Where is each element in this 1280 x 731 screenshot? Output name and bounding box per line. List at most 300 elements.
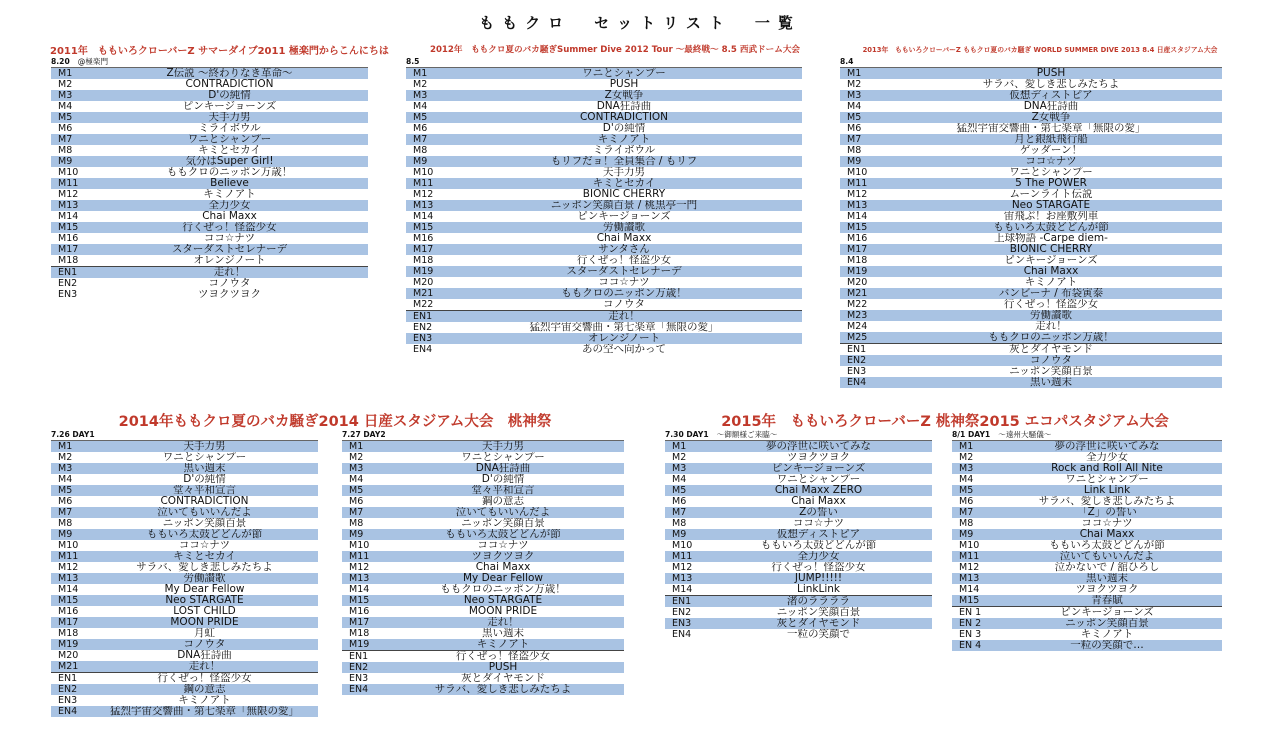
song-title: ももクロのニッポン万歳！ <box>166 167 293 178</box>
song-title: ももクロのニッポン万歳！ <box>440 584 566 595</box>
song-number: M4 <box>58 101 73 112</box>
setlist-row <box>952 640 1222 651</box>
song-title: 走れ！ <box>487 617 519 628</box>
song-title: ワニとシャンプー <box>776 474 861 485</box>
song-number: M16 <box>349 606 370 617</box>
song-number: M12 <box>349 562 370 573</box>
song-number: M11 <box>959 551 980 562</box>
setlist-row <box>952 584 1222 595</box>
setlist-row <box>406 145 802 156</box>
song-number: EN2 <box>58 278 78 289</box>
song-number: EN3 <box>847 366 867 377</box>
concert-2013-title: 2013年 ももいろクローバーZ ももクロ夏のバカ騒ぎ WORLD SUMMER DIVE 2013 8.4 日産スタジアム大会 <box>862 46 1218 54</box>
song-title: スターダストセレナーデ <box>566 266 682 277</box>
song-title: MOON PRIDE <box>468 606 538 617</box>
song-title: 天手力男 <box>603 167 645 178</box>
setlist-row <box>51 68 368 79</box>
setlist-row <box>51 123 368 134</box>
setlist-row <box>342 584 624 595</box>
song-title: Chai Maxx <box>596 233 652 244</box>
date-label: 8.5 <box>406 57 420 66</box>
setlist-row <box>952 474 1222 485</box>
song-number: M1 <box>58 68 73 79</box>
setlist-row <box>342 529 624 540</box>
song-title: ももクロのニッポン万歳！ <box>988 332 1114 343</box>
song-title: もリフだョ！全員集合 / もリフ <box>550 156 698 167</box>
song-title: 黒い週末 <box>482 628 524 639</box>
song-number: EN1 <box>58 673 78 684</box>
setlist-row <box>665 529 932 540</box>
song-number: M9 <box>847 156 862 167</box>
song-number: M8 <box>349 518 364 529</box>
setlist-rows <box>51 67 368 300</box>
song-title: Neo STARGATE <box>1011 200 1091 211</box>
song-title: 上球物語 -Carpe diem- <box>994 233 1108 244</box>
setlist-2012 <box>406 57 802 355</box>
song-title: 灰とダイヤモンド <box>1009 344 1093 355</box>
setlist-row <box>952 551 1222 562</box>
setlist-row <box>665 474 932 485</box>
setlist-row <box>952 629 1222 640</box>
song-title: 走れ！ <box>188 661 221 672</box>
song-number: M1 <box>349 441 364 452</box>
song-title: 行くぜっ！怪盗少女 <box>1003 299 1099 310</box>
setlist-row <box>342 485 624 496</box>
song-number: M15 <box>413 222 434 233</box>
song-title: 猛烈宇宙交響曲・第七楽章「無限の愛」 <box>529 322 719 333</box>
setlist-row <box>51 518 318 529</box>
song-title: ももいろ太鼓どどんが節 <box>445 529 561 540</box>
song-title: 気分はSuper Girl! <box>185 156 274 167</box>
song-number: M4 <box>349 474 364 485</box>
setlist-row <box>406 222 802 233</box>
setlist-row <box>51 628 318 639</box>
song-title: ニッポン笑顔百景 <box>461 518 545 529</box>
setlist-row <box>406 156 802 167</box>
song-number: M14 <box>349 584 370 595</box>
song-number: M9 <box>58 156 73 167</box>
date-label: 7.27 DAY2 <box>342 430 386 439</box>
song-number: M5 <box>672 485 687 496</box>
song-number: EN2 <box>413 322 433 333</box>
song-number: EN 2 <box>959 618 982 629</box>
song-title: DNA狂詩曲 <box>596 101 652 112</box>
song-title: コノウタ <box>183 639 226 650</box>
setlist-row <box>952 507 1222 518</box>
song-number: M7 <box>349 507 364 518</box>
song-number: M4 <box>959 474 974 485</box>
song-title: 走れ！ <box>213 267 246 278</box>
song-title: MOON PRIDE <box>170 617 239 628</box>
setlist-row <box>952 496 1222 507</box>
song-number: M13 <box>349 573 370 584</box>
setlist-row <box>952 606 1222 618</box>
song-title: 走れ！ <box>1035 321 1067 332</box>
song-number: EN3 <box>58 289 78 300</box>
setlist-row <box>665 595 932 607</box>
song-number: M17 <box>847 244 868 255</box>
song-title: 月と銀紙飛行船 <box>1014 134 1088 145</box>
song-title: 夢の浮世に咲いてみな <box>766 441 871 452</box>
setlist-row <box>342 441 624 452</box>
setlist-row <box>665 463 932 474</box>
setlist-row <box>51 255 368 266</box>
setlist-row <box>51 79 368 90</box>
setlist-row <box>342 628 624 639</box>
song-title: PUSH <box>609 79 639 90</box>
song-title: 鋼の意志 <box>183 684 226 695</box>
setlist-row <box>665 452 932 463</box>
song-number: M14 <box>58 584 79 595</box>
song-title: 黒い週末 <box>183 463 226 474</box>
setlist-2014-day2 <box>342 430 624 695</box>
song-number: M3 <box>847 90 862 101</box>
setlist-row <box>840 277 1222 288</box>
setlist-row <box>342 452 624 463</box>
setlist-row <box>840 145 1222 156</box>
song-title: 黒い週末 <box>1030 377 1072 388</box>
setlist-row <box>51 661 318 672</box>
song-number: M1 <box>959 441 974 452</box>
song-number: EN 4 <box>959 640 982 651</box>
song-number: M18 <box>58 255 79 266</box>
setlist-row <box>406 211 802 222</box>
song-number: M5 <box>58 485 73 496</box>
song-number: M11 <box>413 178 434 189</box>
song-number: M17 <box>349 617 370 628</box>
song-title: 猛烈宇宙交響曲・第七楽章「無限の愛」 <box>110 706 299 717</box>
setlist-row <box>342 507 624 518</box>
setlist-row <box>51 606 318 617</box>
song-number: M14 <box>847 211 868 222</box>
song-title: PUSH <box>1036 68 1066 79</box>
setlist-row <box>952 518 1222 529</box>
song-title: Z女戦争 <box>1031 112 1071 123</box>
song-number: M10 <box>413 167 434 178</box>
setlist-row <box>51 551 318 562</box>
song-title: ココ☆ナツ <box>477 540 529 551</box>
setlist-row <box>51 266 368 278</box>
setlist-row <box>840 156 1222 167</box>
song-title: サラバ、愛しき悲しみたちよ <box>434 684 572 695</box>
song-title: キミノアト <box>597 134 651 145</box>
song-title: ニッポン笑顔百景 <box>162 518 247 529</box>
song-title: 労働讃歌 <box>183 573 226 584</box>
song-number: M21 <box>58 661 79 672</box>
setlist-row <box>665 629 932 640</box>
song-number: M2 <box>959 452 974 463</box>
setlist-row <box>51 278 368 289</box>
song-number: M2 <box>58 452 73 463</box>
setlist-date <box>406 57 802 67</box>
song-title: 行くぜっ！怪盗少女 <box>182 222 277 233</box>
song-title: ココ☆ナツ <box>598 277 650 288</box>
setlist-row <box>840 244 1222 255</box>
song-number: M13 <box>672 573 693 584</box>
setlist-row <box>952 441 1222 452</box>
song-number: M19 <box>413 266 434 277</box>
song-number: M10 <box>349 540 370 551</box>
song-number: EN 3 <box>959 629 982 640</box>
song-title: BIONIC CHERRY <box>582 189 666 200</box>
song-number: M7 <box>672 507 687 518</box>
song-title: 行くぜっ！怪盗少女 <box>455 651 551 662</box>
song-number: M1 <box>58 441 73 452</box>
setlist-row <box>952 562 1222 573</box>
song-number: M3 <box>58 463 73 474</box>
setlist-row <box>51 233 368 244</box>
song-title: キミノアト <box>1024 277 1078 288</box>
song-title: My Dear Fellow <box>164 584 245 595</box>
setlist-row <box>406 79 802 90</box>
song-number: M9 <box>349 529 364 540</box>
song-title: 月虹 <box>194 628 215 639</box>
setlist-row <box>406 266 802 277</box>
song-number: M12 <box>413 189 434 200</box>
song-number: M5 <box>58 112 73 123</box>
song-title: 5 The POWER <box>1015 178 1087 189</box>
song-number: M7 <box>847 134 862 145</box>
song-title: ニッポン笑顔百景 / 桃黒亭一門 <box>550 200 698 211</box>
setlist-rows <box>665 440 932 640</box>
setlist-row <box>840 79 1222 90</box>
song-number: M8 <box>672 518 687 529</box>
song-title: ワニとシャンプー <box>461 452 545 463</box>
setlist-row <box>51 562 318 573</box>
setlist-row <box>51 617 318 628</box>
song-number: EN4 <box>847 377 867 388</box>
setlist-row <box>51 134 368 145</box>
song-number: EN2 <box>349 662 369 673</box>
setlist-row <box>406 189 802 200</box>
song-number: M5 <box>349 485 364 496</box>
song-number: M21 <box>413 288 434 299</box>
song-number: EN 1 <box>959 607 982 618</box>
setlist-row <box>665 562 932 573</box>
song-title: Chai Maxx ZERO <box>774 485 863 496</box>
song-number: M17 <box>58 617 79 628</box>
song-number: M4 <box>847 101 862 112</box>
song-number: M3 <box>349 463 364 474</box>
song-number: M9 <box>959 529 974 540</box>
song-title: ワニとシャンプー <box>187 134 272 145</box>
setlist-row <box>342 606 624 617</box>
song-number: M13 <box>413 200 434 211</box>
song-number: M9 <box>672 529 687 540</box>
song-title: ツヨクツヨク <box>1075 584 1139 595</box>
song-title: コノウタ <box>208 278 251 289</box>
song-title: D'の純情 <box>183 474 226 485</box>
song-number: M12 <box>58 189 79 200</box>
song-title: 仮想ディストピア <box>776 529 861 540</box>
setlist-row <box>51 474 318 485</box>
setlist-row <box>840 355 1222 366</box>
song-number: M7 <box>413 134 428 145</box>
song-title: ココ☆ナツ <box>1081 518 1133 529</box>
setlist-rows <box>952 440 1222 651</box>
song-number: EN2 <box>847 355 867 366</box>
song-title: LinkLink <box>796 584 840 595</box>
song-title: Believe <box>210 178 249 189</box>
song-title: ツヨクツヨク <box>471 551 535 562</box>
concert-2015-title: 2015年 ももいろクローバーZ 桃神祭2015 エコパスタジアム大会 <box>721 414 1169 430</box>
song-number: M2 <box>672 452 687 463</box>
song-title: ココ☆ナツ <box>792 518 845 529</box>
song-number: M15 <box>349 595 370 606</box>
setlist-row <box>840 90 1222 101</box>
song-title: ももいろ太鼓どどんが節 <box>146 529 263 540</box>
song-title: 灰とダイヤモンド <box>461 673 545 684</box>
song-number: M11 <box>58 551 79 562</box>
song-title: サラバ、愛しき悲しみたちよ <box>136 562 273 573</box>
setlist-row <box>51 156 368 167</box>
song-number: M8 <box>847 145 862 156</box>
concert-2014-title: 2014年ももクロ夏のバカ騒ぎ2014 日産スタジアム大会 桃神祭 <box>118 414 552 430</box>
song-number: M9 <box>413 156 428 167</box>
song-number: M2 <box>58 79 73 90</box>
setlist-date <box>665 430 932 440</box>
song-number: M1 <box>672 441 687 452</box>
song-title: キミノアト <box>476 639 530 650</box>
setlist-row <box>406 68 802 79</box>
song-title: 夢の浮世に咲いてみな <box>1054 441 1160 452</box>
setlist-row <box>406 322 802 333</box>
setlist-row <box>406 344 802 355</box>
song-title: 鋼の意志 <box>482 496 524 507</box>
song-title: CONTRADICTION <box>185 79 274 90</box>
song-title: 天手力男 <box>208 112 251 123</box>
song-title: オレンジノート <box>193 255 266 266</box>
song-title: 青春賦 <box>1091 595 1123 606</box>
song-title: ココ☆ナツ <box>203 233 256 244</box>
setlist-row <box>51 507 318 518</box>
setlist-row <box>51 452 318 463</box>
setlist-row <box>51 178 368 189</box>
song-number: M18 <box>58 628 79 639</box>
setlist-row <box>952 529 1222 540</box>
song-number: M6 <box>349 496 364 507</box>
setlist-row <box>840 343 1222 355</box>
song-number: M3 <box>672 463 687 474</box>
setlist-row <box>665 507 932 518</box>
setlist-row <box>665 573 932 584</box>
song-number: M7 <box>959 507 974 518</box>
song-number: M10 <box>959 540 980 551</box>
song-number: M8 <box>58 145 73 156</box>
song-title: キミとセカイ <box>198 145 261 156</box>
song-title: 労働讃歌 <box>603 222 645 233</box>
song-number: M13 <box>959 573 980 584</box>
song-title: ミライボウル <box>198 123 261 134</box>
setlist-row <box>406 90 802 101</box>
date-subtitle: 〜遠州大騒儀〜 <box>998 430 1052 439</box>
setlist-date <box>51 430 318 440</box>
song-title: ニッポン笑顔百景 <box>776 607 861 618</box>
setlist-row <box>342 551 624 562</box>
setlist-row <box>342 662 624 673</box>
setlist-row <box>665 618 932 629</box>
setlist-row <box>665 485 932 496</box>
setlist-row <box>51 90 368 101</box>
song-title: Chai Maxx <box>475 562 531 573</box>
date-label: 7.26 DAY1 <box>51 430 95 439</box>
setlist-row <box>51 639 318 650</box>
song-number: EN1 <box>413 311 433 322</box>
song-number: M5 <box>959 485 974 496</box>
setlist-row <box>51 101 368 112</box>
song-number: M21 <box>847 288 868 299</box>
song-title: ももいろ太鼓どどんが節 <box>760 540 877 551</box>
song-title: Link Link <box>1083 485 1131 496</box>
song-title: ピンキージョーンズ <box>577 211 671 222</box>
setlist-row <box>840 377 1222 388</box>
song-number: M17 <box>58 244 79 255</box>
song-title: 労働讃歌 <box>1030 310 1072 321</box>
song-number: M6 <box>959 496 974 507</box>
song-title: 堂々平和宣言 <box>173 485 236 496</box>
setlist-row <box>840 288 1222 299</box>
concert-2011-title: 2011年 ももいろクローバーZ サマーダイブ2011 極楽門からこんにちは <box>50 46 389 57</box>
setlist-row <box>51 112 368 123</box>
date-label: 7.30 DAY1 <box>665 430 709 439</box>
setlist-row <box>342 573 624 584</box>
setlist-row <box>840 321 1222 332</box>
song-number: M22 <box>413 299 434 310</box>
setlist-row <box>840 222 1222 233</box>
song-title: Rock and Roll All Nite <box>1051 463 1163 474</box>
concert-2012-title: 2012年 ももクロ夏のバカ騒ぎSummer Dive 2012 Tour 〜最終戦〜 8.5 西武ドーム大会 <box>429 45 801 55</box>
song-number: M15 <box>58 595 79 606</box>
date-label: 8/1 DAY1 <box>952 430 991 439</box>
setlist-row <box>406 101 802 112</box>
setlist-row <box>406 288 802 299</box>
song-number: M11 <box>672 551 693 562</box>
song-number: M20 <box>847 277 868 288</box>
song-title: DNA狂詩曲 <box>1023 101 1079 112</box>
song-title: ピンキージョーンズ <box>182 101 277 112</box>
song-title: ワニとシャンプー <box>1009 167 1093 178</box>
song-number: M4 <box>672 474 687 485</box>
song-number: M24 <box>847 321 868 332</box>
song-title: 全力少女 <box>1086 452 1128 463</box>
song-title: 天手力男 <box>482 441 524 452</box>
setlist-date <box>342 430 624 440</box>
setlist-row <box>342 496 624 507</box>
song-number: M6 <box>413 123 428 134</box>
setlist-row <box>840 299 1222 310</box>
date-subtitle: @極楽門 <box>77 57 109 66</box>
song-title: 一粒の笑顔で… <box>1070 640 1144 651</box>
setlist-row <box>840 101 1222 112</box>
setlist-date <box>952 430 1222 440</box>
setlist-row <box>840 211 1222 222</box>
setlist-row <box>406 277 802 288</box>
song-number: M14 <box>413 211 434 222</box>
setlist-row <box>406 299 802 310</box>
song-number: M11 <box>58 178 79 189</box>
song-number: M1 <box>413 68 428 79</box>
setlist-2015-day2 <box>952 430 1222 651</box>
song-title: Chai Maxx <box>202 211 257 222</box>
setlist-row <box>406 310 802 322</box>
setlist-row <box>342 617 624 628</box>
song-title: CONTRADICTION <box>579 112 669 123</box>
song-number: M6 <box>58 496 73 507</box>
song-title: ももいろ太鼓どどんが節 <box>993 222 1109 233</box>
setlist-row <box>406 333 802 344</box>
song-title: Neo STARGATE <box>463 595 543 606</box>
setlist-row <box>51 706 318 717</box>
